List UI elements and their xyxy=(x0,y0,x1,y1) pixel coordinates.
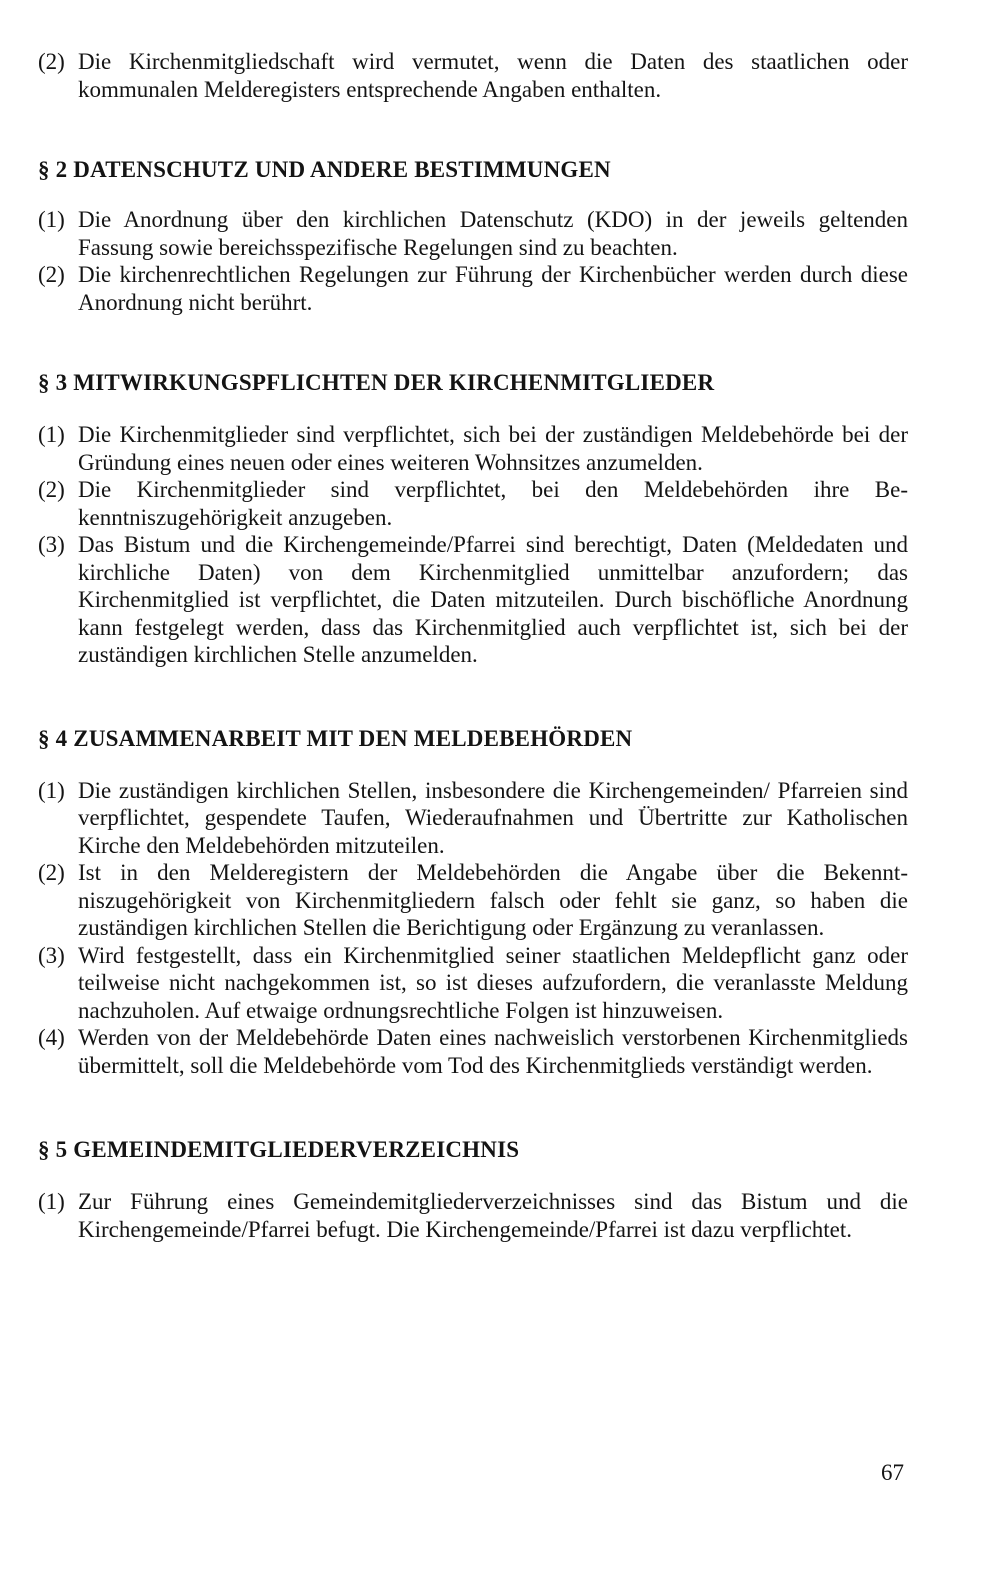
paragraph-text: Die Kirchenmitgliedschaft wird vermutet, wenn die Daten des staatlichen oder kommunalen Melderegisters entsprechende Angaben enthalten. xyxy=(78,49,908,102)
paragraph xyxy=(38,1024,908,1079)
paragraph-text: Die Kirchenmitglieder sind verpflichtet, sich bei der zuständigen Meldebehörde bei der Gründung eines neuen oder eines weiteren Wohnsitzes anzumelden. xyxy=(78,422,908,475)
paragraph xyxy=(38,859,908,942)
paragraph xyxy=(38,1188,908,1243)
paragraph-text: Die zuständigen kirchlichen Stellen, insbesondere die Kirchengemeinden/ Pfarreien sind verpflichtet, gespendete Taufen, Wiederaufnahmen und Übertritte zur Katholischen Kirche den Meldebehörden mitzuteilen. xyxy=(78,777,908,858)
paragraph-text: Die Kirchenmitglieder sind verpflichtet, bei den Meldebehörden ihre Bekenntniszugehörigkeit anzugeben. xyxy=(78,477,908,530)
paragraph xyxy=(38,48,908,103)
paragraph-number: (2) xyxy=(38,49,65,74)
paragraph-text: Werden von der Meldebehörde Daten eines nachweislich verstorbenen Kirchenmitglieds übermittelt, soll die Meldebehörde vom Tod des Kirchenmitglieds verständigt werden. xyxy=(78,1025,908,1078)
paragraph-number: (1) xyxy=(38,1189,65,1214)
page-number: 67 xyxy=(881,1460,904,1485)
paragraph xyxy=(38,942,908,1025)
paragraph-number: (1) xyxy=(38,777,65,803)
section-heading: § 5 GEMEINDEMITGLIEDERVERZEICHNIS xyxy=(38,1137,520,1162)
paragraph-number: (1) xyxy=(38,422,65,447)
paragraph-number: (4) xyxy=(38,1025,65,1050)
paragraph-text: Wird festgestellt, dass ein Kirchenmitglied seiner staatlichen Meldepflicht ganz oder teilweise nicht nachgekommen ist, so ist dieses aufzufordern, die veranlasste Meldung nachzuholen. Auf etwaige ordnungsrechtliche Folgen ist hinzuweisen. xyxy=(78,942,908,1023)
paragraph xyxy=(38,206,908,261)
paragraph-text: Die Anordnung über den kirchlichen Datenschutz (KDO) in der jeweils geltenden Fassung sowie bereichsspezifische Regelungen sind zu beachten. xyxy=(78,207,908,260)
paragraph xyxy=(38,261,908,316)
paragraph xyxy=(38,777,908,860)
paragraph-number: (2) xyxy=(38,860,65,885)
paragraph xyxy=(38,476,908,531)
paragraph xyxy=(38,531,908,669)
paragraph-number: (1) xyxy=(38,207,65,232)
section-heading: § 3 MITWIRKUNGSPFLICHTEN DER KIRCHENMITGLIEDER xyxy=(38,370,715,395)
paragraph-text: Ist in den Melderegistern der Meldebehörden die Angabe über die Bekenntniszugehörigkeit von Kirchenmitgliedern falsch oder fehlt sie ganz, so haben die zuständigen kirchlichen Stellen die Berichtigung oder Ergänzung zu veranlassen. xyxy=(78,860,908,940)
section-heading: § 2 DATENSCHUTZ UND ANDERE BESTIMMUNGEN xyxy=(38,157,611,182)
paragraph-number: (2) xyxy=(38,477,65,502)
paragraph-text: Das Bistum und die Kirchengemeinde/Pfarrei sind berechtigt, Daten (Meldedaten und kirchliche Daten) von dem Kirchenmitglied unmittelbar anzufordern; das Kirchenmitglied ist verpflichtet, die Daten mitzuteilen. Durch bischöfliche Anordnung kann festgelegt werden, dass das Kirchenmitglied auch verpflichtet ist, sich bei der zuständigen kirchlichen Stelle anzumelden. xyxy=(78,532,908,667)
paragraph-number: (3) xyxy=(38,942,65,968)
paragraph xyxy=(38,421,908,476)
paragraph-text: Die kirchenrechtlichen Regelungen zur Führung der Kirchenbücher werden durch diese Anordnung nicht berührt. xyxy=(78,262,908,315)
paragraph-number: (3) xyxy=(38,532,65,557)
paragraph-text: Zur Führung eines Gemeindemitgliederverzeichnisses sind das Bistum und die Kirchengemeinde/Pfarrei befugt. Die Kirchengemeinde/Pfarrei ist dazu verpflichtet. xyxy=(78,1189,908,1242)
section-heading: § 4 ZUSAMMENARBEIT MIT DEN MELDEBEHÖRDEN xyxy=(38,725,633,751)
paragraph-number: (2) xyxy=(38,262,65,287)
